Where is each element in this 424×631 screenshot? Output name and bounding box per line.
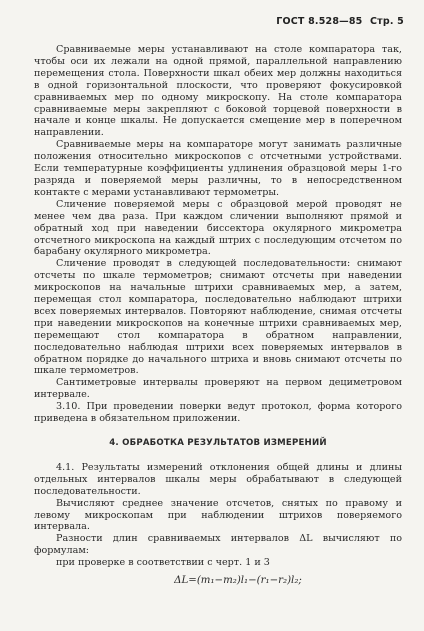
formula: ΔL=(m₁−m₂)l₁−(r₁−r₂)l₂; <box>174 575 302 587</box>
document-body <box>34 44 402 587</box>
standard-number: ГОСТ 8.528—85 <box>276 16 363 27</box>
paragraph-comparison-count: Сличение поверяемой меры с образцовой мерой проводят не менее чем два раза. При каждом сличении выполняют прямой и обратный ход при наведении биссектора окулярного микрометра отсчетного микроскопа на каждый штрих с последующим отсчетом по барабану окулярного микрометра. <box>34 198 402 258</box>
page-number: Стр. 5 <box>369 16 404 27</box>
paragraph-results: 4.1. Результаты измерений отклонения общей длины и длины отдельных интервалов шкалы меры обрабатывают в следующей последовательности. <box>34 461 402 497</box>
paragraph-check-condition: при проверке в соответствии с черт. 1 и 3 <box>56 557 270 569</box>
paragraph-mounting: Сравниваемые меры устанавливают на столе компаратора так, чтобы оси их лежали на одной прямой, параллельной направлению перемещения стола. Поверхности шкал обеих мер должны находиться в одной горизонтальной плоскости, что проверяют фокусировкой сравниваемых мер по одному микроскопу. На столе компаратора сравниваемые меры закрепляют с боковой торцевой поверхности в начале и конце шкалы. Не допускается смещение мер в поперечном направлении. <box>34 44 402 139</box>
section-title: 4. ОБРАБОТКА РЕЗУЛЬТАТОВ ИЗМЕРЕНИЙ <box>109 438 327 448</box>
paragraph-positions: Сравниваемые меры на компараторе могут занимать различные положения относительно микроскопов с отсчетными устройствами. Если температурные коэффициенты удлинения образцовой меры 1-го разряда и поверяемой меры различны, то в непосредственном контакте с мерами устанавливают термометры. <box>34 139 402 198</box>
paragraph-protocol: 3.10. При проведении поверки ведут протокол, форма которого приведена в обязательном приложении. <box>34 401 402 425</box>
paragraph-differences: Разности длин сравниваемых интервалов ΔL вычисляют по формулам: <box>34 533 402 557</box>
page-header <box>276 16 404 27</box>
paragraph-sequence: Сличение проводят в следующей последовательности: снимают отсчеты по шкале термометров; снимают отсчеты при наведении микроскопов на начальные штрихи сравниваемых мер, а затем, перемещая стол компаратора, последовательно наблюдают штрихи всех поверяемых интервалов. Повторяют наблюдение, снимая отсчеты при наведении микроскопов на конечные штрихи сравниваемых мер, перемещают стол компаратора в обратном направлении, последовательно наблюдая штрихи всех поверяемых интервалов в обратном порядке до начального штриха и вновь снимают отсчеты по шкале термометров. <box>34 258 402 377</box>
paragraph-mean-value: Вычисляют среднее значение отсчетов, снятых по правому и левому микроскопам при наблюдении штрихов поверяемого интервала. <box>34 497 402 533</box>
paragraph-centimeter-intervals: Сантиметровые интервалы проверяют на первом дециметровом интервале. <box>34 377 402 401</box>
